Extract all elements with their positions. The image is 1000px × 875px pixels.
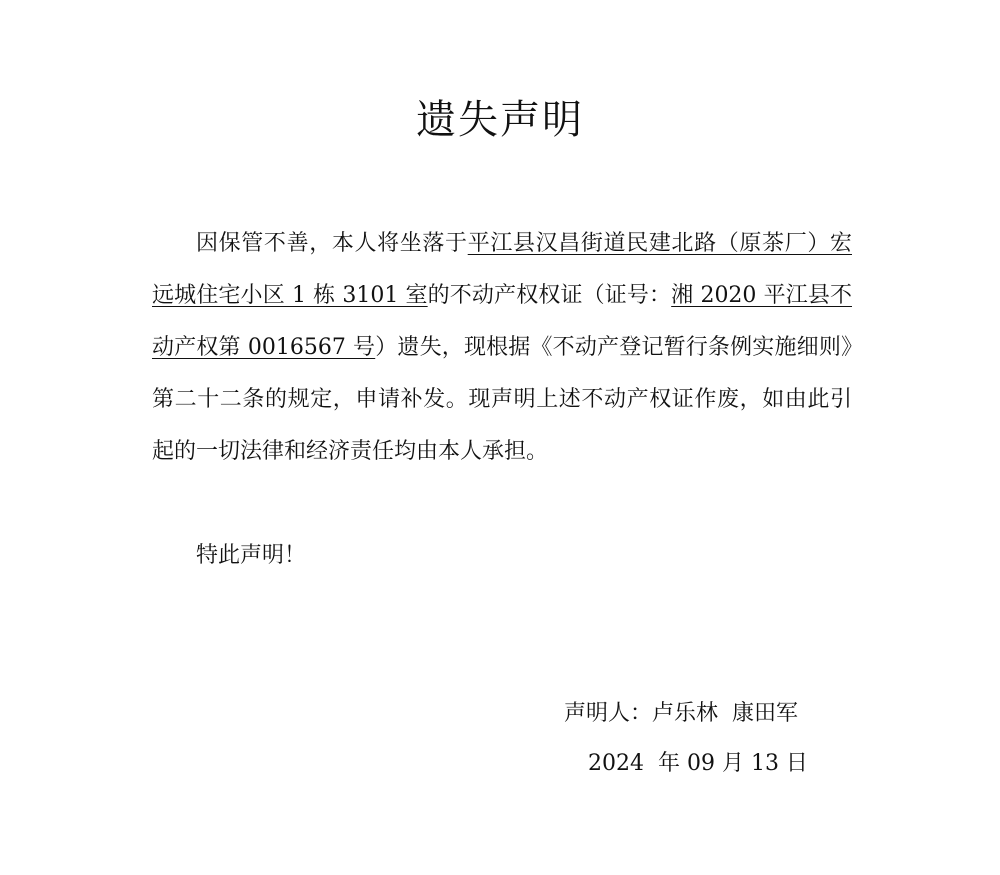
closing-statement: 特此声明！ <box>196 543 307 568</box>
declaration-date: 2024 年 09 月 13 日 <box>588 751 808 776</box>
property-address: 平江县汉昌街道民建北路（原茶厂）宏远城住宅小区 1 栋 3101 室 <box>152 231 852 308</box>
signature-label: 声明人： <box>564 701 653 726</box>
body-segment-statement: ）遗失，现根据《不动产登记暂行条例实施细则》第二十二条的规定，申请补发。现声明上述不动产权证作废，如由此引起的一切法律和经济责任均由本人承担。 <box>152 335 852 464</box>
body-segment-intro: 因保管不善，本人将坐落于 <box>196 231 468 256</box>
page-title: 遗失声明 <box>416 97 584 143</box>
body-segment-certificate: 的不动产权权证（证号： <box>427 283 672 308</box>
signature-line <box>564 688 798 740</box>
declaration-body <box>152 218 852 478</box>
signature-names: 卢乐林 康田军 <box>652 701 799 726</box>
certificate-number: 湘 2020 平江县不动产权第 0016567 号 <box>152 283 852 360</box>
